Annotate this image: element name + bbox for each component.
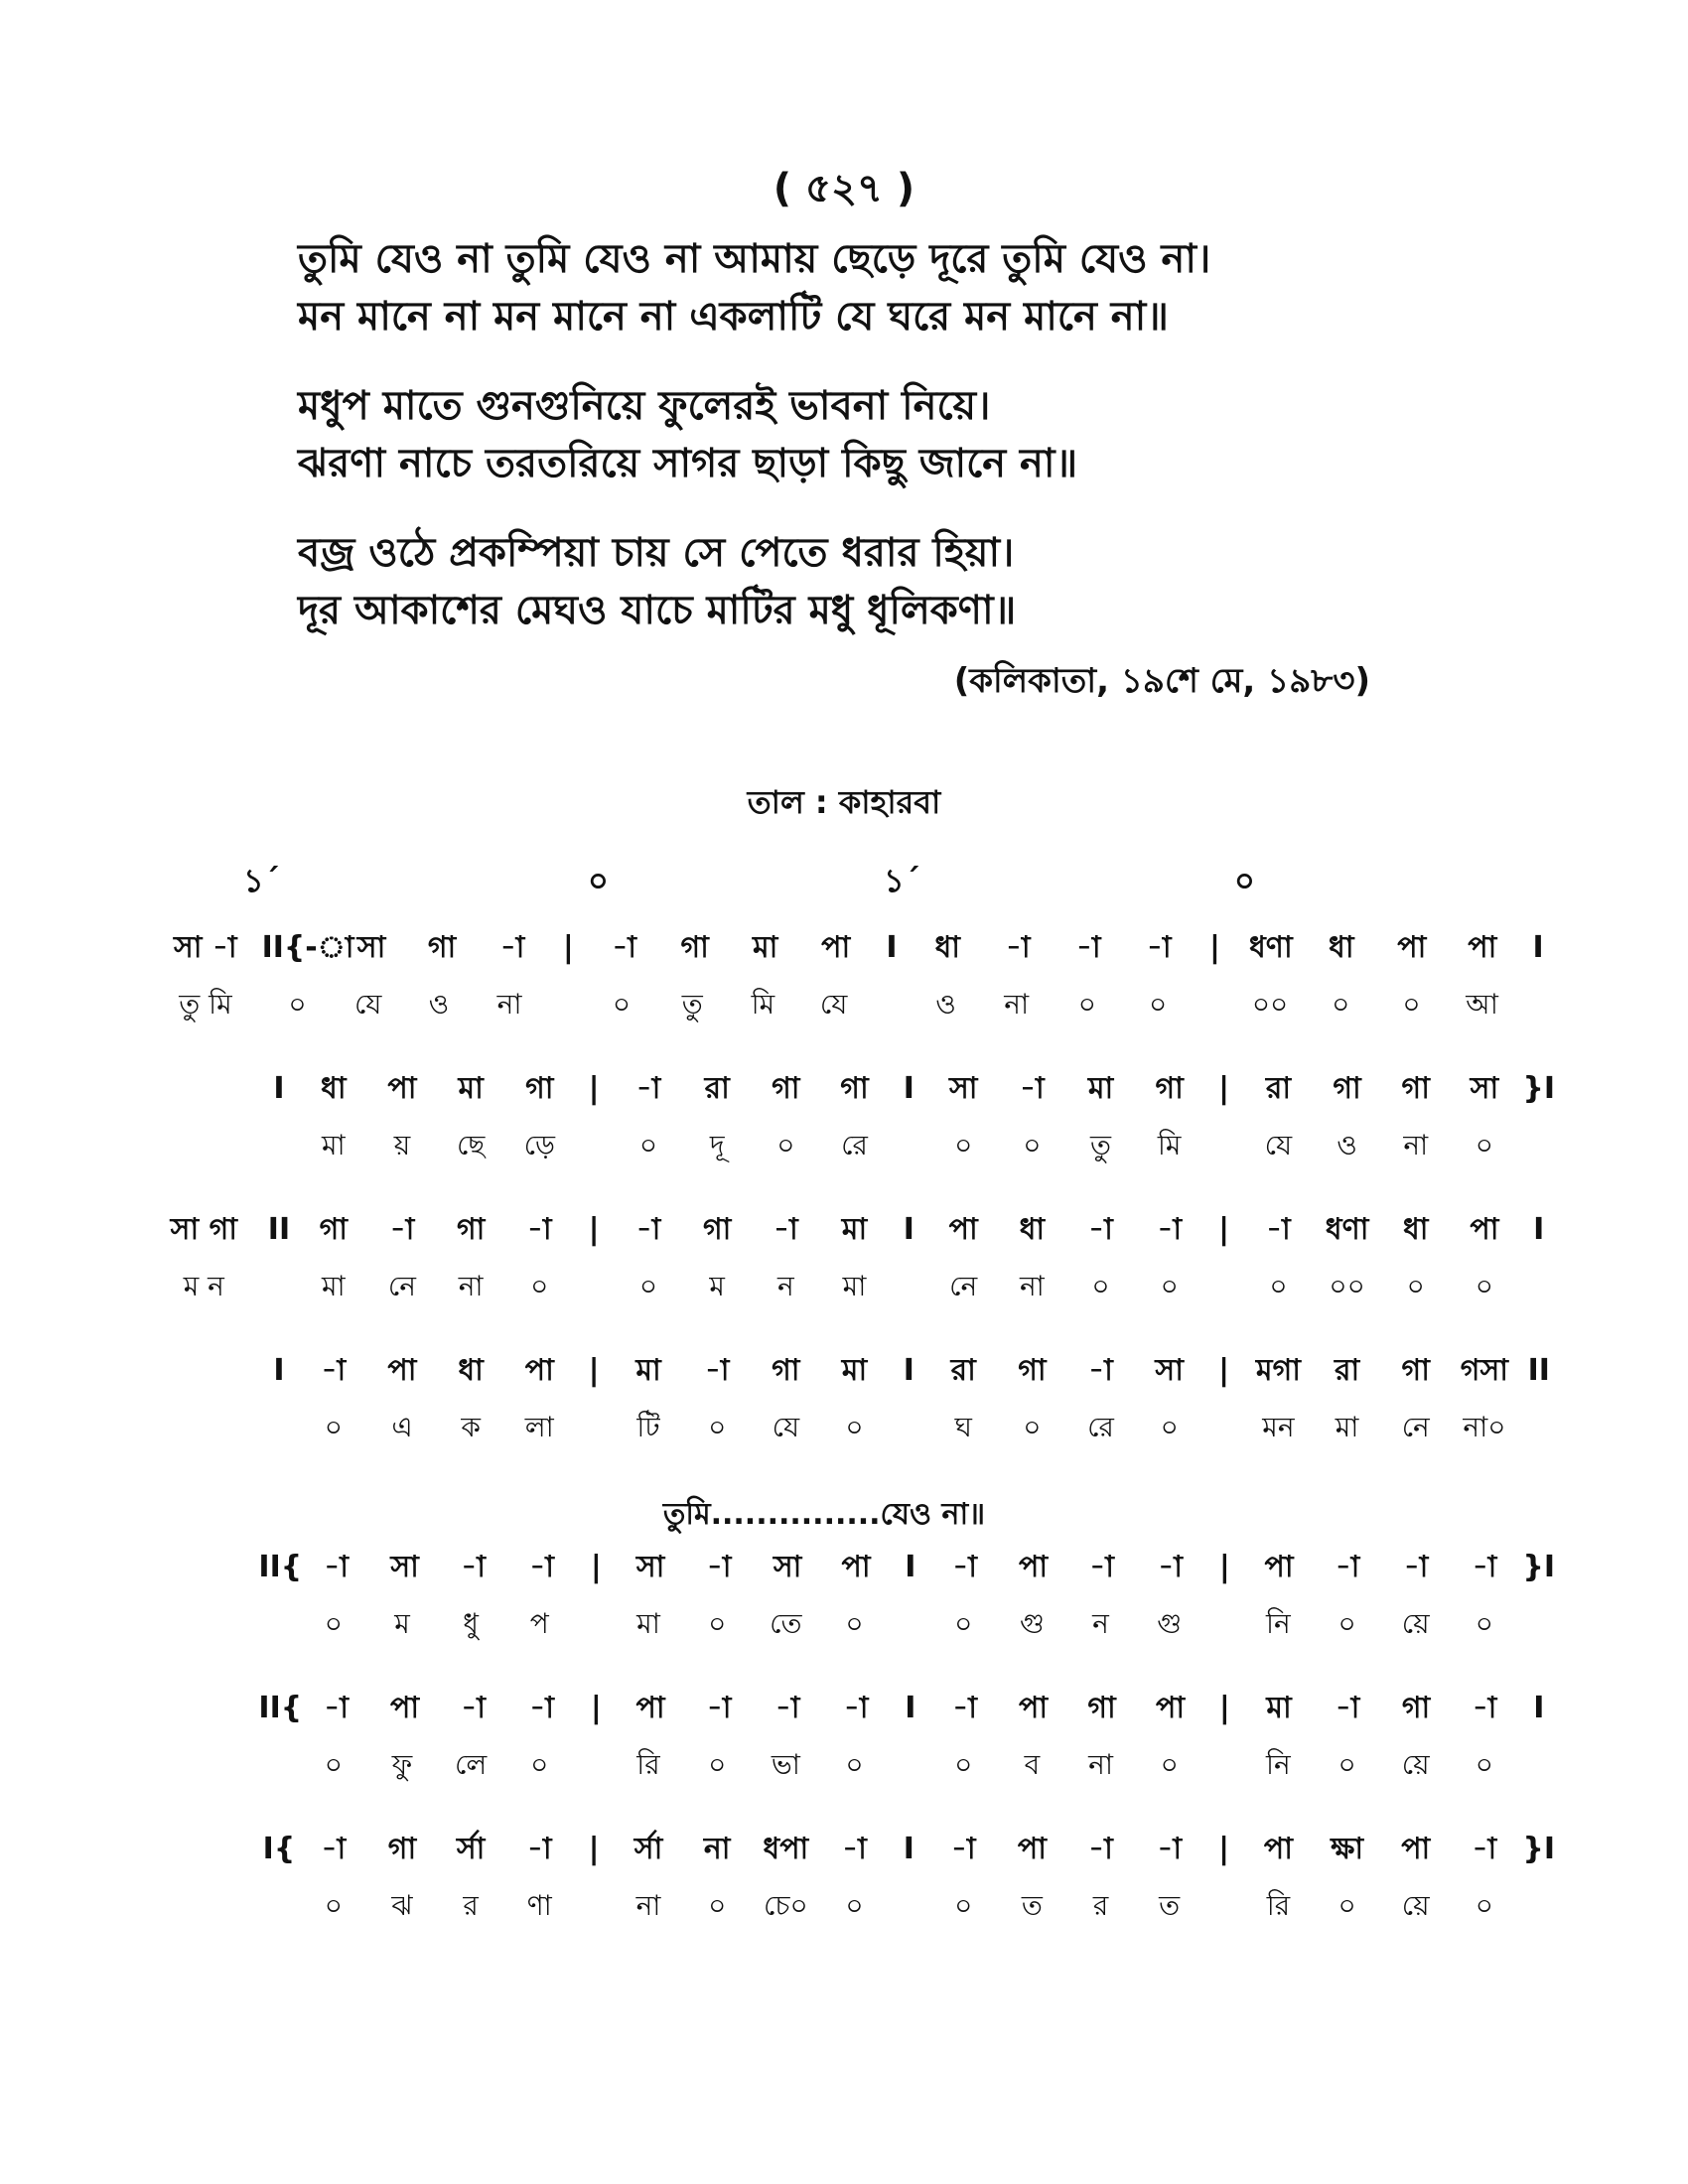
bar-mark: }I	[1522, 1550, 1556, 1584]
syllable-cell: দূ	[709, 1129, 725, 1161]
note-cell: গা	[1018, 1353, 1047, 1388]
syllable-cell: ও	[935, 988, 956, 1021]
syllable-cell: ০	[1160, 1411, 1179, 1443]
bar-mark: I	[1533, 1691, 1545, 1725]
syllable-cell: নে	[949, 1270, 978, 1302]
bar-mark: |	[1218, 1550, 1230, 1584]
syllable-cell: ০	[324, 1748, 343, 1781]
bar-mark: |	[1218, 1212, 1230, 1247]
syllable-cell: ০	[288, 988, 307, 1021]
note-cell: সা	[1470, 1071, 1499, 1106]
taal-heading: তাল : কাহারবা	[747, 783, 941, 821]
note-cell: ধা	[1329, 930, 1354, 965]
syllable-cell: ০	[845, 1889, 864, 1922]
note-cell: পা	[1401, 1832, 1431, 1866]
bar-mark: }I	[1522, 1071, 1556, 1106]
syllable-cell: লে	[455, 1748, 488, 1781]
syllable-cell: চে০	[763, 1889, 808, 1922]
note-cell: পা	[635, 1691, 665, 1725]
note-cell: ধপা	[763, 1832, 809, 1866]
syllable-cell: না	[1403, 1129, 1429, 1161]
syllable-cell: ০	[324, 1889, 343, 1922]
lyric-line: ঝরণা নাচে তরতরিয়ে সাগর ছাড়া কিছু জানে না॥	[298, 441, 1078, 486]
note-cell: -া	[1075, 930, 1101, 965]
syllable-cell: নি	[1266, 1748, 1291, 1781]
syllable-cell: ০	[1402, 988, 1421, 1021]
note-cell: গা	[1155, 1071, 1184, 1106]
bar-mark: |	[590, 1550, 602, 1584]
beat-marker: ১´	[884, 862, 920, 899]
syllable-cell: নি	[1266, 1607, 1291, 1640]
syllable-cell: মা	[842, 1270, 867, 1302]
note-cell: সা	[390, 1550, 419, 1584]
syllable-cell: ০	[1475, 1607, 1493, 1640]
syllable-cell: ০	[530, 1270, 549, 1302]
syllable-cell: ০	[1148, 988, 1168, 1021]
note-cell: -া	[1472, 1550, 1497, 1584]
syllable-cell: ঝ	[391, 1889, 413, 1922]
syllable-cell: তে	[770, 1607, 802, 1640]
note-cell: -া	[1088, 1353, 1113, 1388]
syllable-cell: গু	[1019, 1607, 1045, 1640]
note-cell: পা	[1470, 1212, 1499, 1247]
syllable-row	[149, 1124, 1559, 1185]
syllable-cell: য়	[393, 1129, 411, 1161]
syllable-cell: ম	[394, 1607, 410, 1640]
syllable-cell: ০	[324, 1607, 343, 1640]
note-cell: না	[703, 1832, 731, 1866]
syllable-cell: ক	[461, 1411, 481, 1443]
bar-mark: I	[903, 1353, 914, 1388]
bar-mark: |	[588, 1832, 600, 1866]
bar-mark: |	[588, 1353, 600, 1388]
syllable-cell: ০	[638, 1270, 658, 1302]
note-cell: -া	[461, 1691, 486, 1725]
note-cell: ধা	[934, 930, 960, 965]
note-cell: -া	[1088, 1832, 1113, 1866]
note-cell: মা	[752, 930, 778, 965]
note-cell: পা	[948, 1212, 978, 1247]
note-cell: -া	[950, 1832, 976, 1866]
syllable-cell: না	[1088, 1748, 1113, 1781]
note-cell: রা	[950, 1353, 976, 1388]
note-cell: -া	[529, 1691, 554, 1725]
syllable-cell: ড়ে	[523, 1129, 555, 1161]
syllable-cell: মা	[1335, 1411, 1359, 1443]
beat-marker: ১´	[243, 862, 280, 899]
note-cell: -া	[842, 1832, 867, 1866]
note-cell: -া	[389, 1212, 415, 1247]
beat-marker: ০	[588, 862, 609, 899]
syllable-cell: য়ে	[1401, 1748, 1430, 1781]
syllable-cell: ০	[1475, 1748, 1493, 1781]
note-cell: গা	[1333, 1071, 1361, 1106]
note-cell: -া	[321, 1832, 347, 1866]
syllable-cell: ০	[954, 1607, 973, 1640]
note-cell: -া	[1158, 1550, 1183, 1584]
syllable-row	[149, 1265, 1559, 1326]
note-cell: সা গা	[170, 1212, 237, 1247]
note-cell: -া	[1335, 1550, 1360, 1584]
syllable-cell: ও	[428, 988, 450, 1021]
note-cell: পা	[1264, 1550, 1294, 1584]
syllable-cell: ০	[1337, 1748, 1356, 1781]
syllable-cell: না০	[1463, 1411, 1506, 1443]
syllable-cell: ন	[1092, 1607, 1109, 1640]
syllable-cell: ০	[708, 1748, 727, 1781]
note-cell: -া	[843, 1691, 869, 1725]
syllable-cell: মি	[1157, 1129, 1182, 1161]
syllable-cell: ০০	[1251, 988, 1289, 1021]
page-number: ( ৫২৭ )	[773, 166, 915, 211]
note-cell: -া	[324, 1691, 349, 1725]
note-cell: -া	[1266, 1212, 1291, 1247]
bar-mark: |	[588, 1212, 600, 1247]
syllable-cell: য়ে	[1401, 1607, 1430, 1640]
note-cell: গা	[1401, 1071, 1430, 1106]
notation-row	[149, 1205, 1559, 1265]
bar-mark: |	[562, 930, 574, 965]
syllable-cell: ০	[1332, 988, 1350, 1021]
syllable-row	[149, 1743, 1559, 1805]
syllable-cell: এ	[391, 1411, 413, 1443]
syllable-cell: ০০	[1329, 1270, 1365, 1302]
syllable-cell: ণা	[526, 1889, 552, 1922]
bar-mark: I	[1533, 1212, 1545, 1247]
note-cell: পা	[1468, 930, 1497, 965]
note-cell: -া	[1472, 1691, 1497, 1725]
syllable-cell: যে	[1264, 1129, 1293, 1161]
bar-mark: II	[267, 1212, 291, 1247]
bar-mark: I	[273, 1071, 285, 1106]
note-cell: পা	[387, 1353, 417, 1388]
note-cell: পা	[841, 1550, 871, 1584]
note-cell: মা	[841, 1212, 868, 1247]
syllable-cell: র	[463, 1889, 479, 1922]
syllable-row	[149, 1406, 1559, 1467]
syllable-cell: প	[529, 1607, 549, 1640]
syllable-cell: ০	[708, 1889, 727, 1922]
syllable-cell: ০	[1091, 1270, 1110, 1302]
lyric-line: মন মানে না মন মানে না একলাটি যে ঘরে মন মানে না॥	[298, 294, 1169, 340]
syllable-cell: ০	[776, 1129, 795, 1161]
note-cell: গা	[840, 1071, 869, 1106]
note-cell: ক্ষা	[1331, 1832, 1364, 1866]
note-cell: রা	[704, 1071, 730, 1106]
note-cell: পা	[1019, 1550, 1049, 1584]
note-cell: গা	[772, 1071, 800, 1106]
bar-mark: |	[1218, 1353, 1230, 1388]
note-cell: -া	[1020, 1071, 1045, 1106]
note-cell: মা	[458, 1071, 484, 1106]
bar-mark: |	[1218, 1832, 1230, 1866]
note-cell: সা	[1155, 1353, 1184, 1388]
syllable-cell: ০	[845, 1748, 864, 1781]
note-cell: -া	[324, 1550, 349, 1584]
note-cell: -া	[529, 1550, 554, 1584]
note-cell: পা	[1156, 1691, 1186, 1725]
note-cell: ধা	[1019, 1212, 1046, 1247]
syllable-cell: ম	[709, 1270, 725, 1302]
syllable-cell: না	[458, 1270, 484, 1302]
syllable-cell: ঘ	[954, 1411, 972, 1443]
note-cell: -া	[952, 1691, 977, 1725]
bar-mark: II	[1527, 1353, 1550, 1388]
note-cell: -া	[773, 1212, 798, 1247]
syllable-cell: মি	[751, 988, 775, 1021]
note-cell: গা	[680, 930, 709, 965]
syllable-cell: না	[635, 1889, 661, 1922]
note-cell: ধা	[458, 1353, 484, 1388]
syllable-cell: রে	[1087, 1411, 1114, 1443]
note-cell: র্সা	[456, 1832, 486, 1866]
note-cell: -া	[526, 1212, 552, 1247]
notation-row	[149, 1346, 1559, 1406]
note-cell: মা	[841, 1353, 868, 1388]
syllable-cell: ধু	[463, 1607, 479, 1640]
syllable-cell: ০	[324, 1411, 343, 1443]
syllable-cell: ত	[1021, 1889, 1043, 1922]
syllable-cell: তু	[1090, 1129, 1112, 1161]
note-cell: -া	[706, 1550, 732, 1584]
note-cell: রা	[1265, 1071, 1292, 1106]
bar-mark: I	[1532, 930, 1544, 965]
lyrics-block	[298, 230, 1489, 671]
syllable-cell: ০	[1337, 1889, 1356, 1922]
note-cell: -া	[1089, 1550, 1114, 1584]
note-cell: গা	[1401, 1691, 1431, 1725]
syllable-cell: ০	[1475, 1889, 1493, 1922]
note-cell: -া	[1335, 1691, 1360, 1725]
bar-mark: I	[903, 1832, 914, 1866]
bar-mark: |	[590, 1691, 602, 1725]
note-cell: পা	[1397, 930, 1427, 965]
syllable-cell: ০	[954, 1748, 973, 1781]
stanza-2	[298, 377, 1489, 492]
note-cell: মা	[635, 1353, 661, 1388]
note-cell: -া	[612, 930, 637, 965]
note-cell: -া	[1157, 1832, 1183, 1866]
date-line: (কলিকাতা, ১৯শে মে, ১৯৮৩)	[953, 661, 1370, 701]
syllable-cell: ০	[1337, 1607, 1356, 1640]
bar-mark: I	[903, 1212, 914, 1247]
note-cell: মা	[1087, 1071, 1114, 1106]
note-cell: গা	[387, 1832, 417, 1866]
note-cell: -া	[952, 1550, 977, 1584]
syllable-row	[149, 983, 1559, 1044]
syllable-cell: লা	[524, 1411, 554, 1443]
note-cell: পা	[524, 1353, 554, 1388]
bar-mark: |	[588, 1071, 600, 1106]
syllable-cell: ০	[1077, 988, 1097, 1021]
note-cell: -া	[461, 1550, 486, 1584]
syllable-cell: ম ন	[183, 1270, 224, 1302]
syllable-cell: র	[1092, 1889, 1109, 1922]
bar-mark: I	[905, 1691, 916, 1725]
syllable-cell: ০	[1269, 1270, 1288, 1302]
note-cell: -া	[526, 1832, 552, 1866]
note-cell: গা	[525, 1071, 554, 1106]
bar-mark: |	[1218, 1071, 1230, 1106]
syllable-cell: ফু	[391, 1748, 413, 1781]
syllable-cell: ০	[708, 1607, 727, 1640]
beat-marker: ০	[1234, 862, 1255, 899]
lyric-line: মধুপ মাতে গুনগুনিয়ে ফুলেরই ভাবনা নিয়ে।	[298, 383, 991, 429]
syllable-cell: যে	[819, 988, 848, 1021]
note-cell: গসা	[1460, 1353, 1508, 1388]
note-cell: গা	[427, 930, 457, 965]
note-cell: II{-া	[261, 930, 354, 965]
syllable-cell: না	[496, 988, 522, 1021]
syllable-cell: মা	[636, 1607, 660, 1640]
note-cell: গা	[772, 1353, 800, 1388]
note-cell: সা	[948, 1071, 978, 1106]
syllable-cell: ০	[638, 1129, 658, 1161]
note-cell: র্সা	[633, 1832, 663, 1866]
syllable-cell: ন	[776, 1270, 794, 1302]
notation-row	[149, 1543, 1559, 1602]
note-cell: গা	[1401, 1353, 1430, 1388]
syllable-cell: রে	[841, 1129, 868, 1161]
note-cell: গা	[319, 1212, 348, 1247]
syllable-cell: ছে	[456, 1129, 486, 1161]
note-cell: -া	[1472, 1832, 1497, 1866]
note-cell: -া	[1005, 930, 1031, 965]
bar-mark: II{	[258, 1691, 303, 1725]
note-cell: -া	[1403, 1550, 1429, 1584]
bar-mark: I	[905, 1550, 916, 1584]
beat-markers	[0, 856, 1688, 905]
syllable-cell: রি	[636, 1748, 660, 1781]
syllable-cell: ব	[1024, 1748, 1041, 1781]
note-cell: পা	[387, 1071, 417, 1106]
syllable-cell: ০	[1023, 1129, 1042, 1161]
syllable-cell: ত	[1159, 1889, 1181, 1922]
note-cell: -া	[499, 930, 525, 965]
bar-mark: |	[1218, 1691, 1230, 1725]
syllable-row	[149, 1602, 1559, 1664]
notation-table	[149, 923, 1559, 1966]
note-cell: ধা	[1402, 1212, 1429, 1247]
note-cell: -া	[706, 1691, 732, 1725]
note-cell: ধণা	[1325, 1212, 1369, 1247]
syllable-cell: নে	[387, 1270, 416, 1302]
syllable-cell: ০	[1475, 1270, 1493, 1302]
syllable-cell: ০	[954, 1129, 973, 1161]
syllable-cell: তু	[681, 988, 703, 1021]
notation-row	[149, 1064, 1559, 1124]
syllable-cell: টি	[636, 1411, 660, 1443]
note-cell: -া	[1088, 1212, 1113, 1247]
syllable-cell: ০	[954, 1889, 973, 1922]
syllable-cell: ০	[612, 988, 632, 1021]
note-cell: -া	[321, 1353, 347, 1388]
syllable-cell: ০	[530, 1748, 549, 1781]
note-cell: -া	[635, 1071, 661, 1106]
note-cell: পা	[1019, 1691, 1049, 1725]
syllable-cell: মন	[1262, 1411, 1295, 1443]
stanza-3	[298, 524, 1489, 639]
syllable-cell: ০	[1160, 1270, 1179, 1302]
syllable-cell: ০	[1475, 1129, 1493, 1161]
note-cell: গা	[456, 1212, 486, 1247]
note-cell: পা	[821, 930, 851, 965]
stanza-1	[298, 230, 1489, 345]
note-cell: -া	[1157, 1212, 1183, 1247]
note-cell: পা	[390, 1691, 420, 1725]
lyric-line: বজ্র ওঠে প্রকম্পিয়া চায় সে পেতে ধরার হিয়া।	[298, 530, 1015, 576]
note-cell: -া	[704, 1353, 730, 1388]
bar-mark: |	[1209, 930, 1220, 965]
bar-mark: }I	[1522, 1832, 1556, 1866]
bar-mark: I	[273, 1353, 285, 1388]
note-cell: মা	[1266, 1691, 1292, 1725]
syllable-cell: ০	[845, 1411, 864, 1443]
note-cell: -া	[1146, 930, 1172, 965]
syllable-cell: নে	[1401, 1411, 1430, 1443]
syllable-cell: ভা	[771, 1748, 800, 1781]
syllable-cell: ০	[1406, 1270, 1425, 1302]
bar-mark: I	[886, 930, 898, 965]
syllable-cell: মা	[321, 1129, 346, 1161]
bar-mark: I	[903, 1071, 914, 1106]
syllable-cell: ০	[845, 1607, 864, 1640]
note-cell: পা	[1017, 1832, 1047, 1866]
refrain-line: তুমি...............যেও না॥	[662, 1497, 986, 1532]
note-cell: রা	[1334, 1353, 1360, 1388]
note-cell: গা	[702, 1212, 732, 1247]
note-cell: -া	[635, 1212, 661, 1247]
note-cell: মগা	[1255, 1353, 1301, 1388]
notation-row	[149, 1825, 1559, 1884]
notation-row	[149, 923, 1559, 983]
syllable-cell: যে	[353, 988, 382, 1021]
syllable-cell: ০	[1023, 1411, 1042, 1443]
note-cell: গা	[1087, 1691, 1116, 1725]
bar-mark: I{	[262, 1832, 296, 1866]
syllable-cell: য়ে	[1401, 1889, 1430, 1922]
syllable-cell: যে	[772, 1411, 800, 1443]
syllable-cell: না	[1019, 1270, 1045, 1302]
syllable-cell: মা	[321, 1270, 346, 1302]
lyric-line: তুমি যেও না তুমি যেও না আমায় ছেড়ে দূরে তুমি যেও না।	[298, 236, 1211, 282]
note-cell: সা	[635, 1550, 665, 1584]
note-cell: সা -া	[173, 930, 237, 965]
syllable-cell: ০	[708, 1411, 727, 1443]
note-cell: পা	[1263, 1832, 1293, 1866]
syllable-cell: ০	[1160, 1748, 1179, 1781]
bar-mark: II{	[258, 1550, 303, 1584]
note-cell: সা	[356, 930, 386, 965]
lyric-line: দূর আকাশের মেঘও যাচে মাটির মধু ধূলিকণা॥	[298, 588, 1017, 633]
syllable-row	[149, 1884, 1559, 1946]
note-cell: সা	[773, 1550, 802, 1584]
syllable-cell: গু	[1157, 1607, 1183, 1640]
note-cell: ধণা	[1248, 930, 1293, 965]
syllable-cell: রি	[1266, 1889, 1291, 1922]
note-cell: -া	[774, 1691, 800, 1725]
syllable-cell: আ	[1466, 988, 1498, 1021]
notation-row	[149, 1684, 1559, 1743]
syllable-cell: তু মি	[179, 988, 232, 1021]
note-cell: ধা	[321, 1071, 347, 1106]
syllable-cell: ও	[1336, 1129, 1357, 1161]
syllable-cell: না	[1004, 988, 1030, 1021]
